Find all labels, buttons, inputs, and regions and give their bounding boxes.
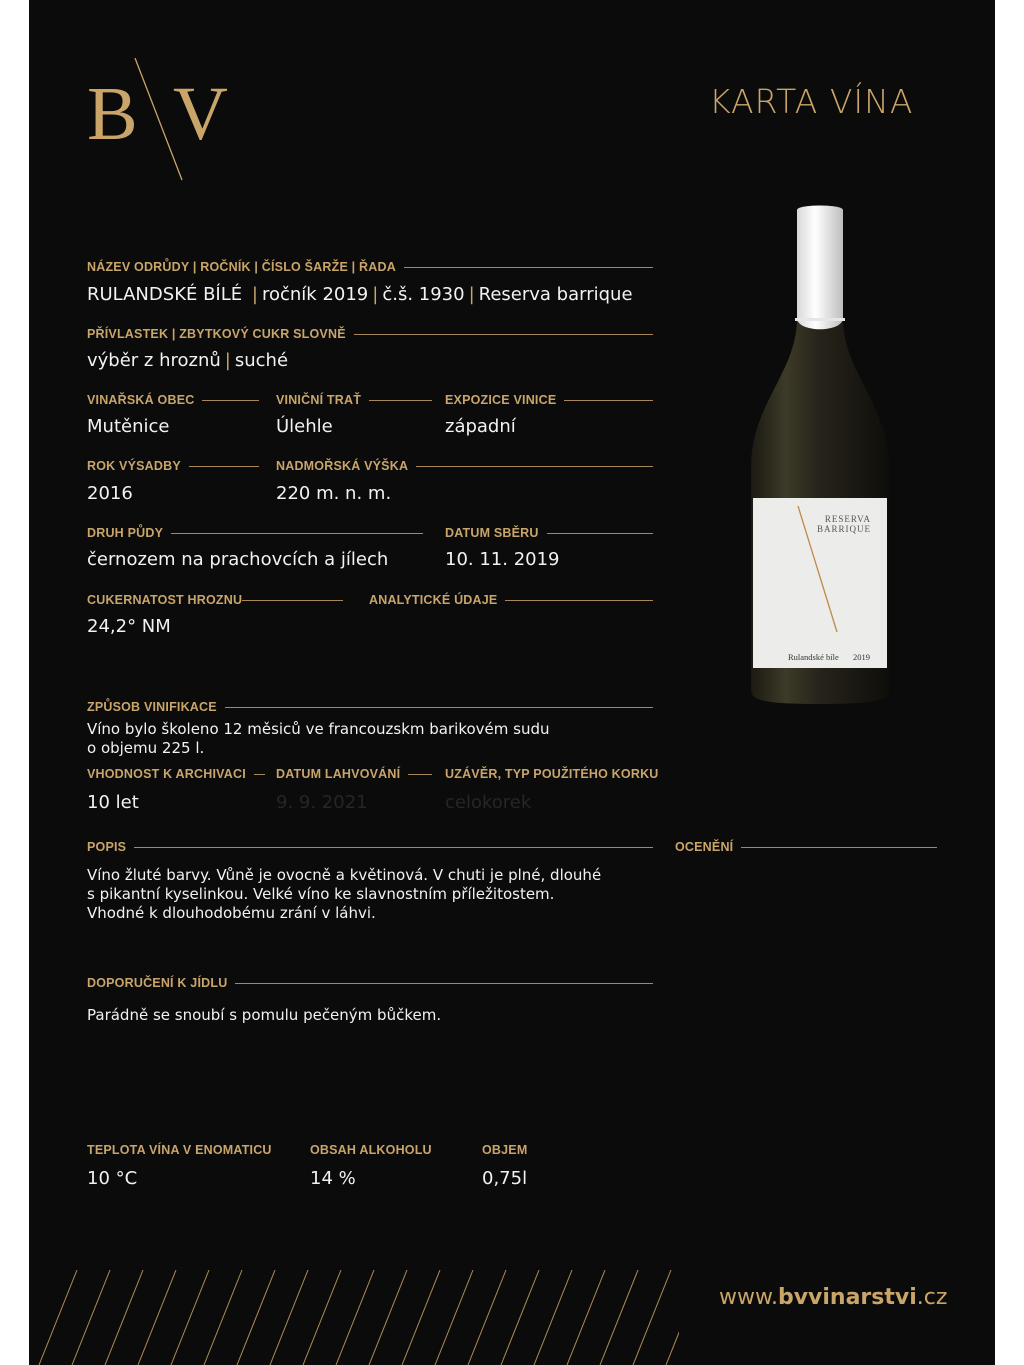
bottle-label-name: Rulandské bíle: [788, 652, 839, 662]
label-temperature: TEPLOTA VÍNA V ENOMATICU: [87, 1143, 272, 1157]
wine-batch: č.š. 1930: [382, 284, 465, 305]
decorative-stripes-icon: [29, 1270, 679, 1365]
label-food: DOPORUČENÍ K JÍDLU: [87, 976, 653, 990]
label-description: POPIS: [87, 840, 653, 854]
value-altitude: 220 m. n. m.: [276, 483, 392, 504]
wine-vintage: ročník 2019: [261, 284, 369, 305]
bottle-label-year: 2019: [853, 652, 870, 662]
value-vineyard: Úlehle: [276, 416, 333, 437]
label-vineyard: VINIČNÍ TRAŤ: [276, 393, 432, 407]
bottle-icon: [745, 198, 895, 708]
label-bottling: DATUM LAHVOVÁNÍ: [276, 767, 432, 781]
value-volume: 0,75l: [482, 1168, 528, 1189]
wine-attribute: výběr z hroznů: [87, 350, 221, 371]
value-bottling: 9. 9. 2021: [276, 792, 368, 813]
brand-logo: [87, 58, 237, 188]
wine-sugar: suché: [234, 350, 289, 371]
value-planted: 2016: [87, 483, 133, 504]
label-soil: DRUH PŮDY: [87, 526, 423, 540]
value-description: Víno žluté barvy. Vůně je ovocně a květinová. V chuti je plné, dlouhé s pikantní kyselinkou. Velké víno ke slavnostním příležitostem. Vhodné k dlouhodobému zrání v láhvi.: [87, 866, 602, 922]
value-vinification: Víno bylo školeno 12 měsiců ve francouzskm barikovém sudu o objemu 225 l.: [87, 720, 550, 757]
label-village: VINAŘSKÁ OBEC: [87, 393, 259, 407]
label-exposure: EXPOZICE VINICE: [445, 393, 653, 407]
value-temperature: 10 °C: [87, 1168, 138, 1189]
wine-series: Reserva barrique: [478, 284, 633, 305]
wine-variety: RULANDSKÉ BÍLÉ: [87, 284, 243, 305]
bottle-label-series: RESERVA BARRIQUE: [817, 514, 872, 534]
value-attribute: výběr z hroznů | suché: [87, 350, 289, 371]
label-volume: OBJEM: [482, 1143, 528, 1157]
label-sugar-content: CUKERNATOST HROZNU: [87, 593, 343, 607]
label-alcohol: OBSAH ALKOHOLU: [310, 1143, 432, 1157]
label-altitude: NADMOŘSKÁ VÝŠKA: [276, 459, 653, 473]
label-awards: OCENĚNÍ: [675, 840, 937, 854]
value-harvest: 10. 11. 2019: [445, 549, 560, 570]
label-planted: ROK VÝSADBY: [87, 459, 259, 473]
wine-bottle-image: [745, 198, 895, 708]
value-soil: černozem na prachovcích a jílech: [87, 549, 389, 570]
logo-letter-b: B: [87, 72, 138, 156]
page-title: KARTA VÍNA: [709, 82, 914, 121]
label-vinification: ZPŮSOB VINIFIKACE: [87, 700, 653, 714]
logo-letter-v: V: [173, 72, 228, 156]
value-closure: celokorek: [445, 792, 532, 813]
label-harvest: DATUM SBĚRU: [445, 526, 653, 540]
website-link[interactable]: www.bvvinarstvi.cz: [719, 1285, 948, 1310]
value-alcohol: 14 %: [310, 1168, 356, 1189]
value-exposure: západní: [445, 416, 516, 437]
value-name: RULANDSKÉ BÍLÉ | ročník 2019 | č.š. 1930 | Reserva barrique: [87, 284, 633, 305]
label-analytics: ANALYTICKÉ ÚDAJE: [369, 593, 653, 607]
value-sugar-content: 24,2° NM: [87, 616, 171, 637]
label-name: NÁZEV ODRŮDY | ROČNÍK | ČÍSLO ŠARŽE | ŘADA: [87, 260, 653, 274]
value-archive: 10 let: [87, 792, 139, 813]
label-closure: UZÁVĚR, TYP POUŽITÉHO KORKU: [445, 767, 659, 781]
value-village: Mutěnice: [87, 416, 170, 437]
wine-card: [29, 0, 995, 1365]
label-archive: VHODNOST K ARCHIVACI: [87, 767, 265, 781]
label-attribute: PŘÍVLASTEK | ZBYTKOVÝ CUKR SLOVNĚ: [87, 327, 653, 341]
value-food: Parádně se snoubí s pomulu pečeným bůčkem.: [87, 1006, 442, 1024]
